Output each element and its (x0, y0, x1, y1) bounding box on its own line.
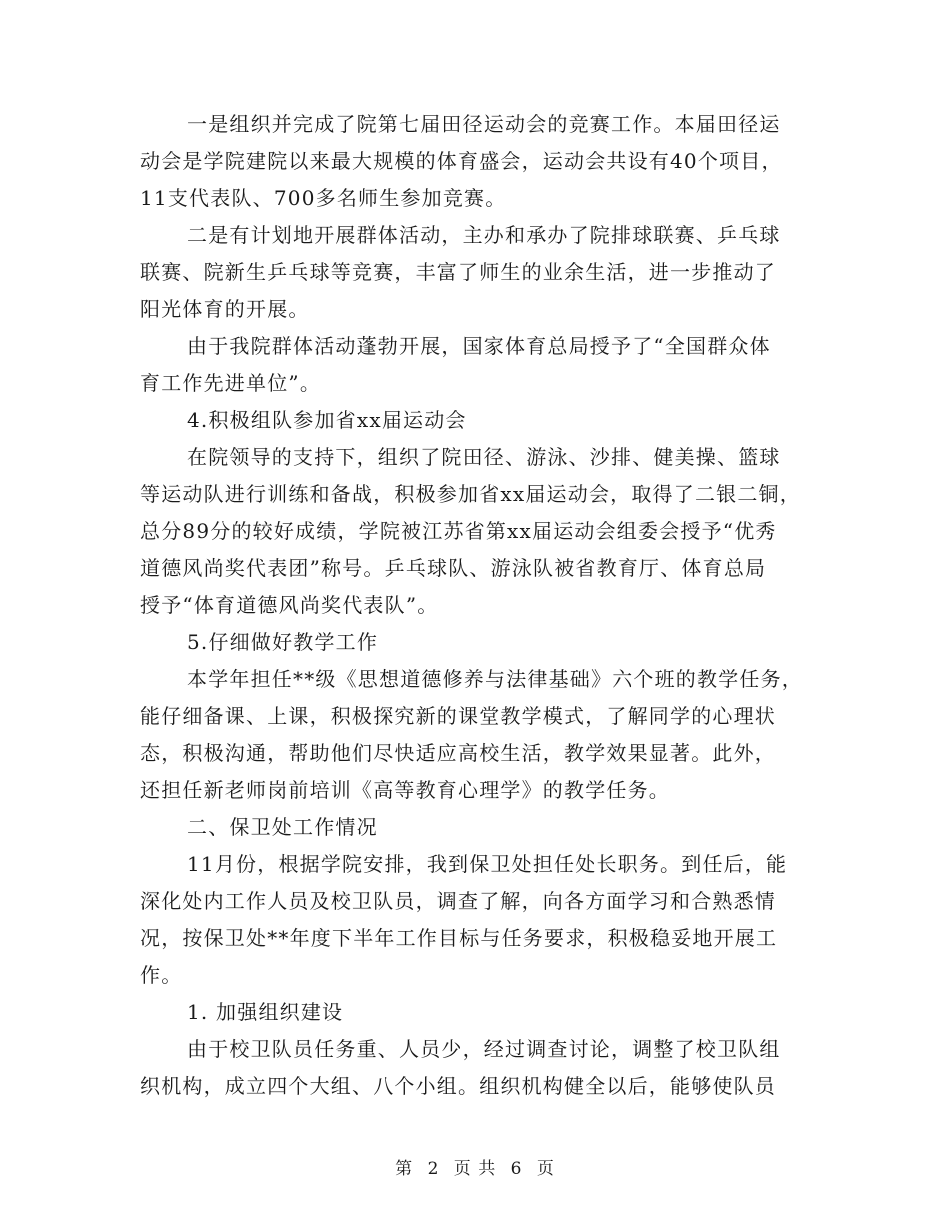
text-line: 二、保卫处工作情况 (187, 815, 378, 839)
text-line: 深化处内工作人员及校卫队员，调查了解，向各方面学习和合熟悉情 (140, 889, 776, 913)
current-page-number: 2 (427, 1159, 440, 1179)
text-line: 5.仔细做好教学工作 (187, 630, 379, 654)
page-footer (0, 1154, 950, 1179)
text-line: 二是有计划地开展群体活动，主办和承办了院排球联赛、乒乓球 (187, 223, 781, 247)
text-line: 联赛、院新生乒乓球等竞赛，丰富了师生的业余生活，进一步推动了 (140, 260, 776, 284)
text-line: 11支代表队、700多名师生参加竞赛。 (140, 186, 507, 210)
text-line: 总分89分的较好成绩，学院被江苏省第xx届运动会组委会授予“优秀 (140, 519, 777, 543)
text-line: 态，积极沟通，帮助他们尽快适应高校生活，教学效果显著。此外， (140, 741, 776, 765)
text-line: 由于校卫队员任务重、人员少，经过调查讨论，调整了校卫队组 (187, 1037, 781, 1061)
text-line: 一是组织并完成了院第七届田径运动会的竞赛工作。本届田径运 (187, 112, 781, 136)
text-line: 由于我院群体活动蓬勃开展，国家体育总局授予了“全国群众体 (187, 334, 771, 358)
total-page-count: 6 (510, 1159, 523, 1179)
text-line: 11月份，根据学院安排，我到保卫处担任处长职务。到任后，能 (187, 852, 788, 876)
text-line: 育工作先进单位”。 (140, 371, 322, 395)
footer-prefix: 第 (395, 1159, 414, 1179)
footer-suffix: 页 (536, 1159, 555, 1179)
text-line: 道德风尚奖代表团”称号。乒乓球队、游泳队被省教育厅、体育总局 (140, 556, 767, 580)
text-line: 作。 (140, 963, 183, 987)
text-line: 况，按保卫处**年度下半年工作目标与任务要求，积极稳妥地开展工 (140, 926, 778, 950)
text-line: 1. 加强组织建设 (187, 1000, 344, 1024)
text-line: 织机构，成立四个大组、八个小组。组织机构健全以后，能够使队员 (140, 1074, 776, 1098)
text-line: 动会是学院建院以来最大规模的体育盛会，运动会共设有40个项目， (140, 149, 783, 173)
text-line: 在院领导的支持下，组织了院田径、游泳、沙排、健美操、篮球 (187, 445, 781, 469)
footer-middle: 页 共 (453, 1159, 497, 1179)
text-line: 能仔细备课、上课，积极探究新的课堂教学模式，了解同学的心理状 (140, 704, 776, 728)
text-line: 等运动队进行训练和备战，积极参加省xx届运动会，取得了二银二铜， (140, 482, 801, 506)
document-body (140, 106, 820, 1105)
text-line: 本学年担任**级《思想道德修养与法律基础》六个班的教学任务， (187, 667, 803, 691)
text-line: 授予“体育道德风尚奖代表队”。 (140, 593, 439, 617)
text-line: 4.积极组队参加省xx届运动会 (187, 408, 467, 432)
text-line: 阳光体育的开展。 (140, 297, 310, 321)
text-line: 还担任新老师岗前培训《高等教育心理学》的教学任务。 (140, 778, 670, 802)
